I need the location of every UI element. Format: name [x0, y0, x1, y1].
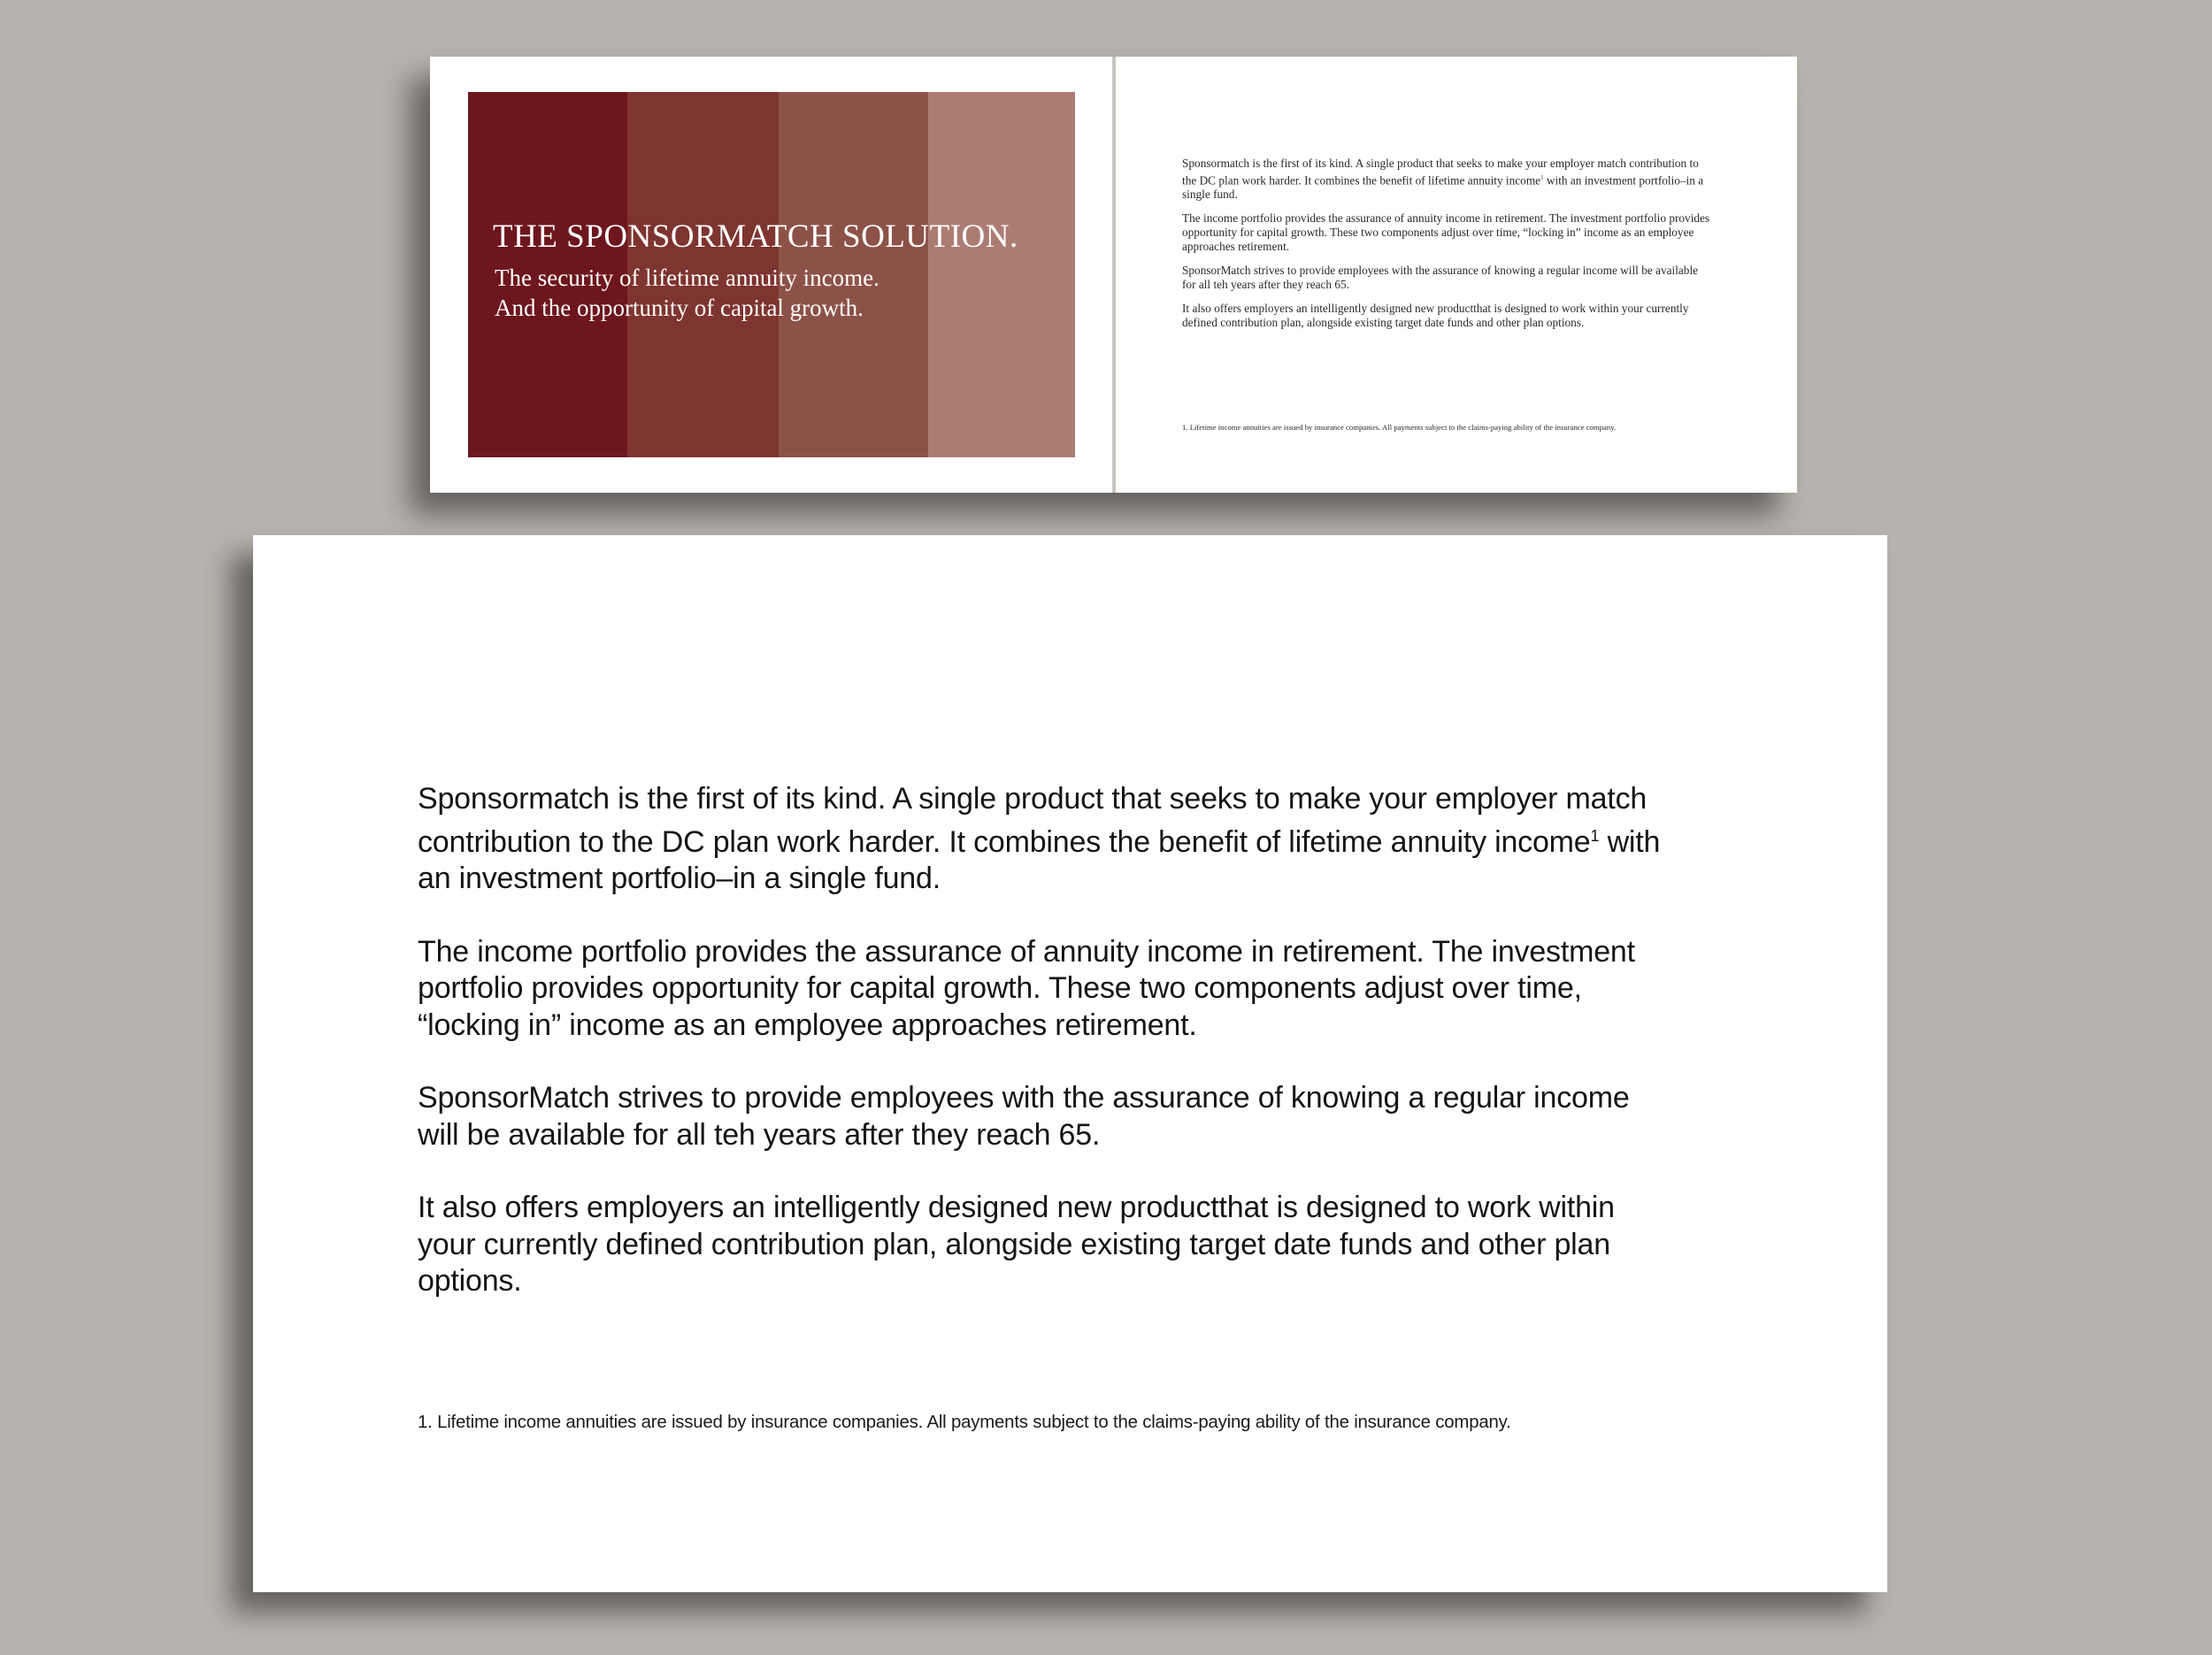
- thumbnail-paragraph-3: SponsorMatch strives to provide employees with the assurance of knowing a regular income will be available for all teh years after they reach 65.: [1182, 264, 1699, 292]
- brochure-spread: [430, 57, 1797, 493]
- thumbnail-paragraph-4: It also offers employers an intelligently designed new productthat is designed to work within your currently defined contribution plan, alongside existing target date funds and other plan options.: [1182, 302, 1689, 330]
- body-text: [418, 781, 1674, 1337]
- paragraph-2: The income portfolio provides the assurance of annuity income in retirement. The investment portfolio provides opportunity for capital growth. These two components adjust over time, “locking in” income as an employee approaches retirement.: [418, 934, 1635, 1042]
- cover-subtitle-line-1: The security of lifetime annuity income.: [495, 264, 879, 291]
- thumbnail-footnote: 1. Lifetime income annuities are issued by insurance companies. All payments subject to the claims-paying ability of the insurance company.: [1182, 423, 1617, 432]
- paragraph-3: SponsorMatch strives to provide employees with the assurance of knowing a regular income will be available for all teh years after they reach 65.: [418, 1081, 1630, 1152]
- cover-subtitle: [495, 263, 879, 323]
- thumbnail-paragraph-1: Sponsormatch is the first of its kind. A single product that seeks to make your employer match contribution to the DC plan work harder. It combines the benefit of lifetime annuity income$^1$ with an investment portfolio–in a single fund.: [1182, 157, 1704, 202]
- cover-subtitle-line-2: And the opportunity of capital growth.: [495, 295, 864, 321]
- cover-stripe-4: [928, 92, 1075, 457]
- cover-page: [430, 57, 1112, 493]
- text-page-thumbnail: [1116, 57, 1797, 493]
- paragraph-1: Sponsormatch is the first of its kind. A single product that seeks to make your employer match contribution to the DC plan work harder. It combines the benefit of lifetime annuity income$^1$ with an investment portfolio–in a single fund.: [418, 782, 1661, 895]
- thumbnail-paragraph-2: The income portfolio provides the assurance of annuity income in retirement. The investment portfolio provides opportunity for capital growth. These two components adjust over time, “locking in” income as an employee approaches retirement.: [1182, 211, 1710, 254]
- text-page-enlarged: [253, 535, 1887, 1592]
- cover-panel: [468, 92, 1075, 457]
- footnote: 1. Lifetime income annuities are issued by insurance companies. All payments subject to the claims-paying ability of the insurance company.: [418, 1413, 1511, 1432]
- cover-title: THE SPONSORMATCH SOLUTION.: [493, 218, 1018, 255]
- paragraph-4: It also offers employers an intelligently designed new productthat is designed to work within your currently defined contribution plan, alongside existing target date funds and other plan options.: [418, 1191, 1615, 1298]
- thumbnail-body-text: [1182, 157, 1713, 340]
